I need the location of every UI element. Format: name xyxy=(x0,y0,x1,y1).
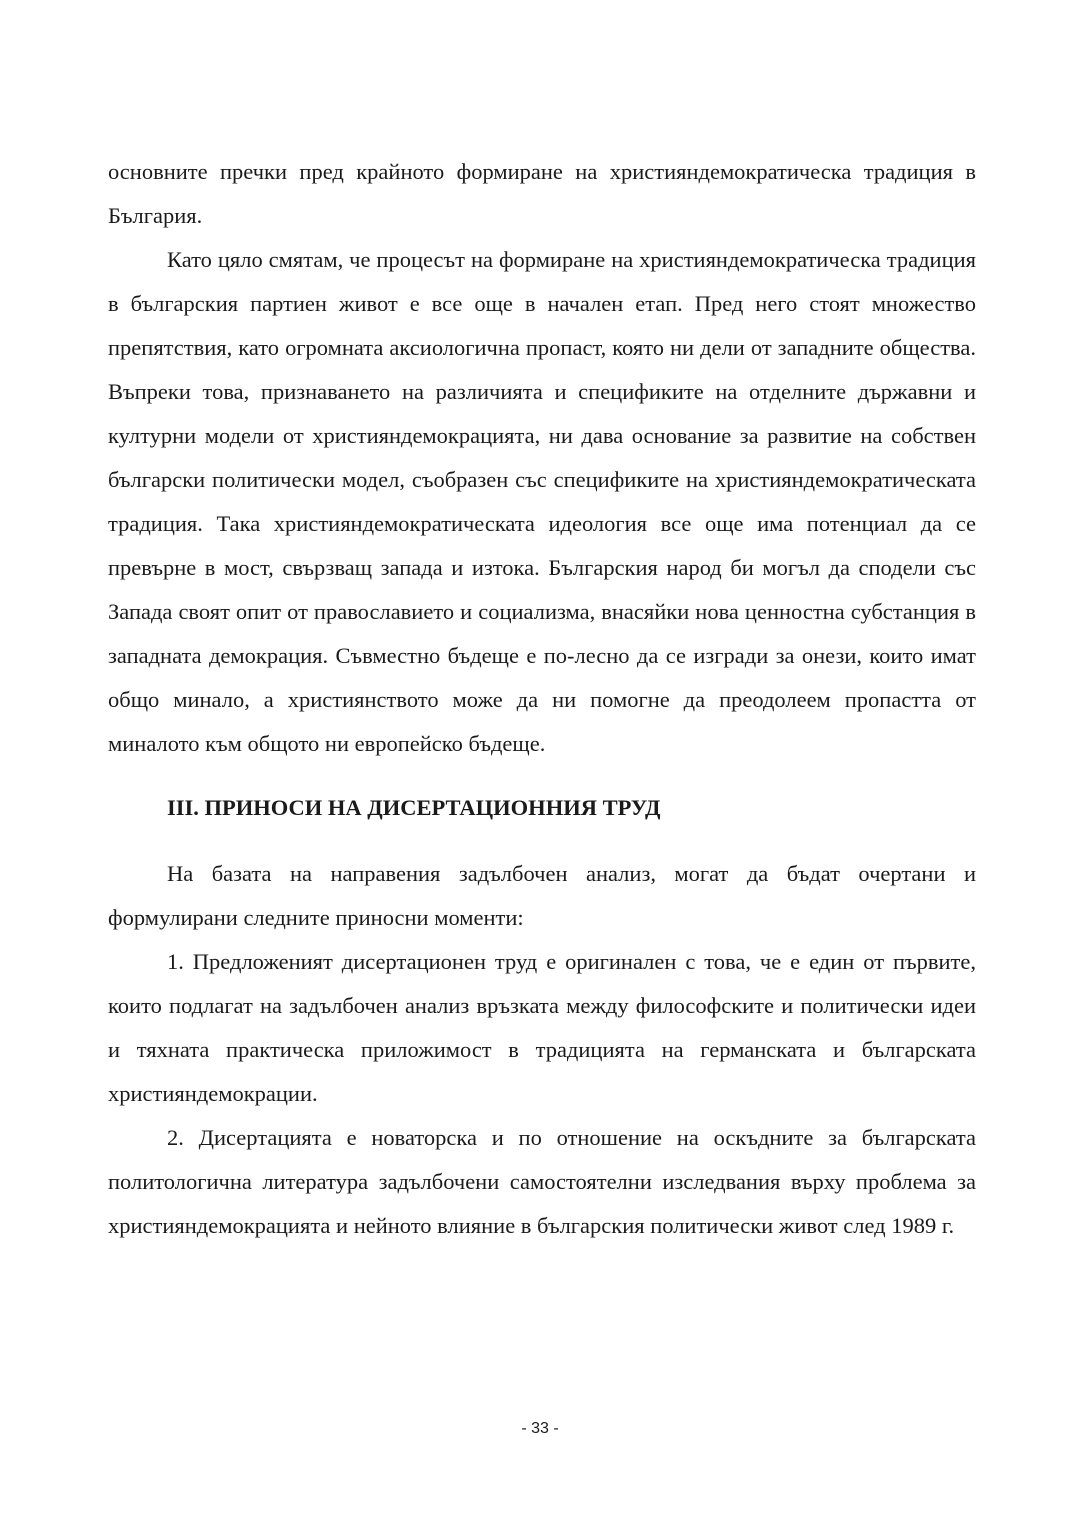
paragraph-conclusion: Като цяло смятам, че процесът на формиране на християндемократическа традиция в българския партиен живот е все още в начален етап. Пред него стоят множество препятствия, като огромната аксиологична пропаст, която ни дели от западните общества. Въпреки това, признаването на различията и спецификите на отделните държавни и културни модели от християндемокрацията, ни дава основание за развитие на собствен български политически модел, съобразен със спецификите на християндемократическата традиция. Така християндемократическата идеология все още има потенциал да се превърне в мост, свързващ запада и изтока. Българския народ би могъл да сподели със Запада своят опит от православието и социализма, внасяйки нова ценностна субстанция в западната демокрация. Съвместно бъдеще е по-лесно да се изгради за онези, които имат общо минало, а християнството може да ни помогне да преодолеем пропастта от миналото към общото ни европейско бъдеще. xyxy=(108,247,976,756)
document-page xyxy=(108,150,976,1248)
paragraph-continuation: основните пречки пред крайното формиране на християндемократическа традиция в България. xyxy=(108,159,976,228)
spacer xyxy=(108,830,976,852)
page-number: - 33 - xyxy=(521,1420,559,1437)
paragraph-contribution-1: 1. Предложеният дисертационен труд е оригинален с това, че е един от първите, които подлагат на задълбочен анализ връзката между философските и политически идеи и тяхната практическа приложимост в традицията на германската и българската християндемокрации. xyxy=(108,949,976,1106)
spacer xyxy=(108,766,976,786)
section-heading: III. ПРИНОСИ НА ДИСЕРТАЦИОННИЯ ТРУД xyxy=(167,795,661,820)
paragraph-intro: На базата на направения задълбочен анализ, могат да бъдат очертани и формулирани следните приносни моменти: xyxy=(108,861,976,930)
paragraph-contribution-2: 2. Дисертацията е новаторска и по отношение на оскъдните за българската политологична литература задълбочени самостоятелни изследвания върху проблема за християндемокрацията и нейното влияние в българския политически живот след 1989 г. xyxy=(108,1125,976,1238)
